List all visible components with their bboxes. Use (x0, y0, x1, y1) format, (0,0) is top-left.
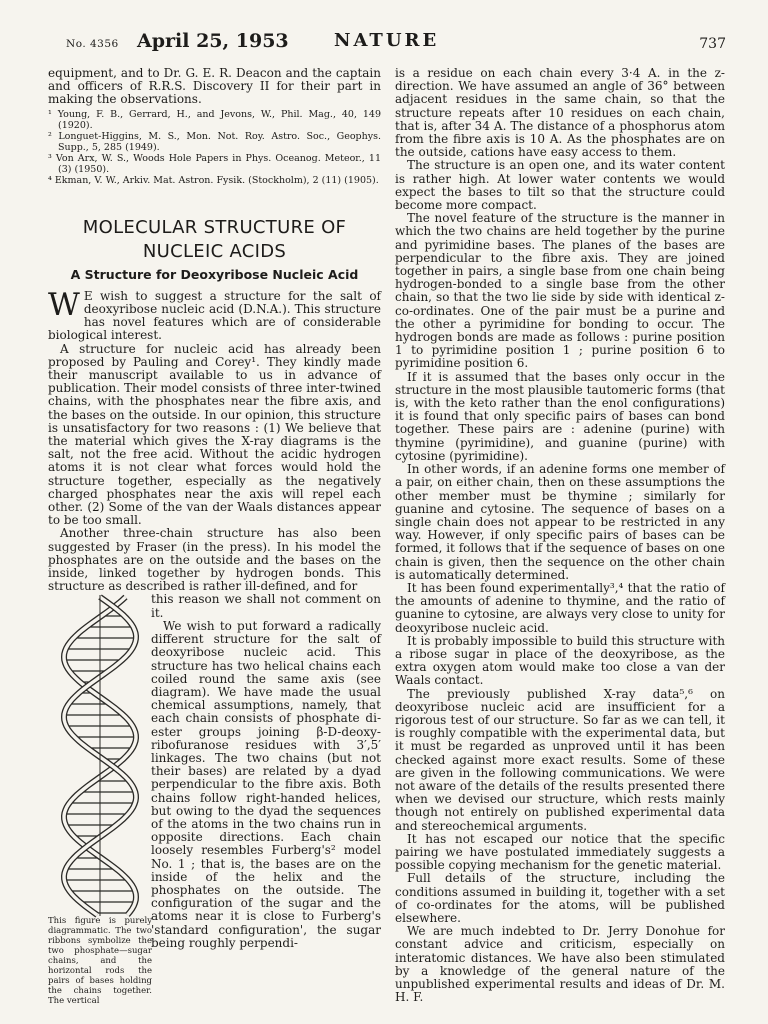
reference-item: ² Longuet-Higgins, M. S., Mon. Not. Roy. Astro. Soc., Geophys. Supp., 5, 285 (1949). (48, 130, 381, 153)
wrapped-text (151, 593, 381, 949)
journal-name: NATURE (334, 30, 440, 51)
page-header (66, 30, 726, 60)
paragraph: Another three-chain structure has also been suggested by Fraser (in the press). In his model the phosphates are on the outside and the bases on the inside, linked together by hydrogen bonds. This structure as described is rather ill-defined, and for (48, 526, 381, 594)
paragraph: We are much indebted to Dr. Jerry Donohue for constant advice and criticism, especially on interatomic distances. We have also been stimulated by a knowledge of the general nature of the unpublished experimental results and ideas of Dr. M. H. F. (395, 924, 725, 1005)
reference-list (48, 109, 381, 186)
paragraph: this reason we shall not comment on it. (151, 592, 381, 620)
paragraph: A structure for nucleic acid has already been proposed by Pauling and Corey¹. They kindly made their manuscript available to us in advance of publication. Their model consists of three inter-twined chains, with the phosphates near the fibre axis, and the bases on the outside. In our opinion, this structure is unsatisfactory for two reasons : (1) We believe that the material which gives the X-ray diagrams is the salt, not the free acid. Without the acidic hydrogen atoms it is not clear what forces would hold the structure together, especially as the negatively charged phosphates near the axis will repel each other. (2) Some of the van der Waals distances appear to be too small. (48, 341, 381, 528)
double-helix-diagram (48, 593, 152, 918)
acknowledgement-text: equipment, and to Dr. G. E. R. Deacon and the captain and officers of R.R.S. Discovery II for their part in making the observations. (48, 66, 381, 107)
right-column (395, 67, 725, 1004)
paragraph: The novel feature of the structure is the manner in which the two chains are held together by the purine and pyrimidine bases. The planes of the bases are perpendicular to the fibre axis. They are joined together in pairs, a single base from one chain being hydrogen-bonded to a single base from the other chain, so that the two lie side by side with identical z-co-ordinates. One of the pair must be a purine and the other a pyrimidine for bonding to occur. The hydrogen bonds are made as follows : purine position 1 to pyrimidine position 1 ; purine position 6 to pyrimidine position 6. (395, 211, 725, 371)
issue-date: April 25, 1953 (137, 30, 289, 52)
reference-item: ¹ Young, F. B., Gerrard, H., and Jevons, W., Phil. Mag., 40, 149 (1920). (48, 108, 381, 131)
figure-block (48, 592, 381, 1007)
reference-item: ³ Von Arx, W. S., Woods Hole Papers in Phys. Oceanog. Meteor., 11 (3) (1950). (48, 152, 381, 175)
figure-caption: This figure is purely diagrammatic. The two ribbons symbolize the two phosphate—sugar chains, and the horizontal rods the pairs of bases holding the chains together. The vertical (48, 916, 152, 1007)
issue-number: No. 4356 (66, 38, 119, 50)
paragraph: It has not escaped our notice that the specific pairing we have postulated immediately suggests a possible copying mechanism for the genetic material. (395, 831, 725, 873)
paragraph-text: E wish to suggest a structure for the salt of deoxyribose nucleic acid (D.N.A.). This structure has novel features which are of considerable biological interest. (48, 288, 381, 343)
paragraph: If it is assumed that the bases only occur in the structure in the most plausible tautomeric forms (that is, with the keto rather than the enol configurations) it is found that only specific pairs of bases can bond together. These pairs are : adenine (purine) with thymine (pyrimidine), and guanine (purine) with cytosine (pyrimidine). (395, 369, 725, 463)
page-number: 737 (699, 36, 726, 52)
paragraph: In other words, if an adenine forms one member of a pair, on either chain, then on these assumptions the other member must be thymine ; similarly for guanine and cytosine. The sequence of bases on a single chain does not appear to be restricted in any way. However, if only specific pairs of bases can be formed, it follows that if the sequence of bases on one chain is given, then the sequence on the other chain is automatically determined. (395, 462, 725, 582)
paragraph (48, 286, 381, 343)
paragraph: We wish to put forward a radically different structure for the salt of deoxyribose nucleic acid. This structure has two helical chains each coiled round the same axis (see diagram). We have made the usual chemical assumptions, namely, that each chain consists of phosphate di-ester groups joining β-D-deoxy-ribofuranose residues with 3′,5′ linkages. The two chains (but not their bases) are related by a dyad perpendicular to the fibre axis. Both chains follow right-handed helices, but owing to the dyad the sequences of the atoms in the two chains run in opposite directions. Each chain loosely resembles Furberg's² model No. 1 ; that is, the bases are on the inside of the helix and the phosphates on the outside. The configuration of the sugar and the atoms near it is close to Furberg's 'standard configuration', the sugar being roughly perpendi- (151, 618, 381, 950)
title-line: MOLECULAR STRUCTURE OF (82, 216, 347, 238)
drop-cap: W (48, 286, 80, 323)
paragraph: Full details of the structure, including the conditions assumed in building it, together with a set of co-ordinates for the atoms, will be published elsewhere. (395, 871, 725, 925)
paragraph: is a residue on each chain every 3·4 A. in the z-direction. We have assumed an angle of 36° between adjacent residues in the same chain, so that the structure repeats after 10 residues on each chain, that is, after 34 A. The distance of a phosphorus atom from the fibre axis is 10 A. As the phosphates are on the outside, cations have easy access to them. (395, 66, 725, 160)
paragraph: The previously published X-ray data⁵,⁶ on deoxyribose nucleic acid are insufficient for a rigorous test of our structure. So far as we can tell, it is roughly compatible with the experimental data, but it must be regarded as unproved until it has been checked against more exact results. Some of these are given in the following communications. We were not aware of the details of the results presented there when we devised our structure, which rests mainly though not entirely on published experimental data and stereochemical arguments. (395, 686, 725, 833)
title-line: NUCLEIC ACIDS (142, 240, 287, 262)
paragraph: The structure is an open one, and its water content is rather high. At lower water contents we would expect the bases to tilt so that the structure could become more compact. (395, 158, 725, 213)
paragraph: It is probably impossible to build this structure with a ribose sugar in place of the deoxyribose, as the extra oxygen atom would make too close a van der Waals contact. (395, 633, 725, 688)
article-subtitle: A Structure for Deoxyribose Nucleic Acid (70, 266, 359, 282)
paragraph: It has been found experimentally³,⁴ that the ratio of the amounts of adenine to thymine, and the ratio of guanine to cytosine, are always very close to unity for deoxyribose nucleic acid. (395, 580, 725, 635)
article-title (48, 216, 381, 264)
left-column (48, 66, 381, 1007)
reference-item: ⁴ Ekman, V. W., Arkiv. Mat. Astron. Fysik. (Stockholm), 2 (11) (1905). (48, 174, 379, 186)
